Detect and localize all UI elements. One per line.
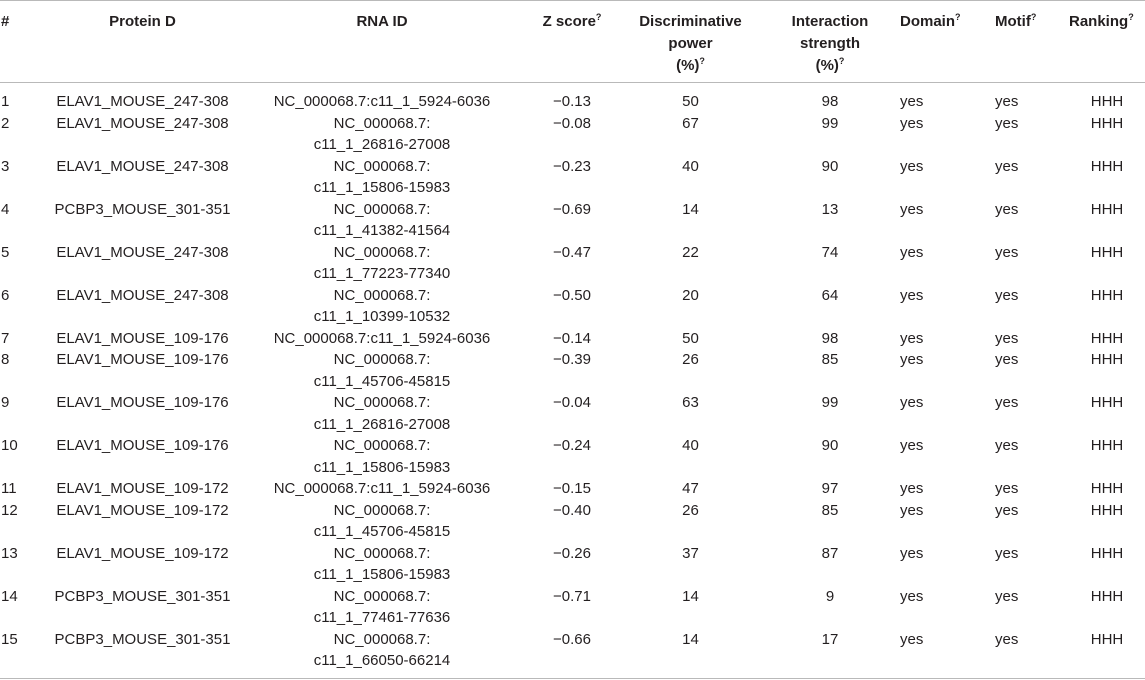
rna-id-line: c11_1_66050-66214 — [313, 652, 451, 669]
ranking-cell: HHH — [1090, 114, 1124, 132]
ranking-cell: HHH — [1090, 329, 1124, 347]
discriminative-power-cell: 67 — [682, 114, 699, 132]
ranking-cell: HHH — [1090, 480, 1124, 497]
ranking-cell: HHH — [1090, 286, 1124, 304]
table-row — [0, 435, 1145, 478]
motif-cell: yes — [995, 200, 1019, 218]
interaction-strength-cell: 99 — [821, 114, 839, 132]
rna-id-cell — [241, 478, 523, 500]
rna-id-line: NC_000068.7: — [333, 544, 431, 562]
interaction-strength-cell: 74 — [821, 243, 839, 261]
row-number-cell: 7 — [1, 329, 10, 347]
ranking-cell: HHH — [1090, 157, 1124, 175]
z-score-cell: −0.13 — [553, 93, 591, 110]
z-score-cell: −0.50 — [553, 286, 591, 304]
interaction-strength-cell: 13 — [821, 200, 839, 218]
z-score-cell: −0.26 — [553, 544, 591, 562]
protein-cell: ELAV1_MOUSE_109-172 — [56, 480, 229, 497]
header-rna-id: RNA ID — [356, 13, 408, 30]
z-score-cell: −0.14 — [553, 329, 591, 347]
z-score-cell: −0.71 — [553, 587, 591, 605]
z-score-cell: −0.40 — [553, 501, 591, 519]
domain-cell: yes — [900, 437, 924, 454]
row-number-cell: 13 — [1, 544, 18, 562]
rna-id-cell — [241, 328, 523, 350]
row-number-cell: 3 — [1, 157, 10, 175]
results-table — [0, 1, 1145, 672]
row-number-cell: 5 — [1, 243, 10, 261]
table-body — [0, 82, 1145, 672]
interaction-strength-cell: 98 — [821, 329, 839, 347]
z-score-cell: −0.47 — [553, 243, 591, 261]
header-ranking: Ranking? — [1069, 12, 1134, 30]
protein-cell: ELAV1_MOUSE_247-308 — [56, 286, 229, 304]
discriminative-power-cell: 22 — [682, 243, 699, 261]
motif-cell: yes — [995, 329, 1019, 347]
z-score-cell: −0.04 — [553, 394, 591, 411]
ranking-cell: HHH — [1090, 501, 1124, 519]
discriminative-power-cell: 47 — [682, 480, 699, 497]
interaction-strength-cell: 98 — [821, 93, 839, 110]
protein-cell: ELAV1_MOUSE_109-176 — [56, 329, 229, 347]
discriminative-power-cell: 14 — [682, 587, 699, 605]
protein-cell: ELAV1_MOUSE_109-176 — [56, 351, 229, 368]
rna-id-line: NC_000068.7: — [333, 200, 431, 218]
table-row — [0, 242, 1145, 285]
discriminative-power-cell: 20 — [682, 286, 699, 304]
rna-id-line: c11_1_15806-15983 — [313, 458, 451, 476]
ranking-cell: HHH — [1090, 437, 1124, 454]
domain-cell: yes — [900, 114, 924, 132]
rna-id-line: NC_000068.7: — [333, 286, 431, 304]
rna-id-cell — [241, 82, 523, 113]
domain-cell: yes — [900, 243, 924, 261]
rna-id-line: c11_1_45706-45815 — [313, 523, 451, 540]
rna-id-line: c11_1_41382-41564 — [313, 222, 451, 239]
domain-cell: yes — [900, 157, 924, 175]
rna-id-line: NC_000068.7:c11_1_5924-6036 — [273, 480, 491, 497]
row-number-cell: 14 — [1, 587, 18, 605]
ranking-cell: HHH — [1090, 351, 1124, 368]
discriminative-power-cell: 26 — [682, 351, 699, 368]
header-discriminative-power: Discriminative power (%)? — [639, 13, 742, 74]
rna-id-line: NC_000068.7: — [333, 437, 431, 454]
motif-cell: yes — [995, 157, 1019, 175]
row-number-cell: 1 — [1, 93, 10, 110]
z-score-cell: −0.15 — [553, 480, 591, 497]
rna-id-cell — [241, 500, 523, 543]
protein-cell: ELAV1_MOUSE_247-308 — [56, 243, 229, 261]
protein-cell: ELAV1_MOUSE_109-176 — [56, 394, 229, 411]
motif-cell: yes — [995, 437, 1019, 454]
ranking-cell: HHH — [1090, 394, 1124, 411]
rna-id-line: c11_1_15806-15983 — [313, 566, 451, 583]
header-row — [0, 1, 1145, 82]
rna-id-line: NC_000068.7:c11_1_5924-6036 — [273, 329, 491, 347]
motif-cell: yes — [995, 93, 1019, 110]
z-score-cell: −0.69 — [553, 200, 591, 218]
domain-cell: yes — [900, 630, 924, 648]
rna-id-line: c11_1_45706-45815 — [313, 372, 451, 390]
protein-cell: ELAV1_MOUSE_109-172 — [56, 544, 229, 562]
header-z-score: Z score? — [542, 12, 602, 30]
table-row — [0, 113, 1145, 156]
rna-id-cell — [241, 349, 523, 392]
header-protein: Protein D — [109, 13, 176, 30]
ranking-cell: HHH — [1090, 630, 1124, 648]
motif-cell: yes — [995, 243, 1019, 261]
motif-cell: yes — [995, 286, 1019, 304]
interaction-strength-cell: 90 — [821, 157, 839, 175]
footnote-mark: ? — [1030, 12, 1037, 22]
footnote-mark: ? — [595, 12, 602, 22]
table-row — [0, 349, 1145, 392]
row-number-cell: 11 — [1, 480, 17, 497]
motif-cell: yes — [995, 630, 1019, 648]
motif-cell: yes — [995, 394, 1019, 411]
rna-id-line: NC_000068.7: — [333, 587, 431, 605]
rna-id-line: NC_000068.7: — [333, 114, 431, 132]
protein-cell: ELAV1_MOUSE_247-308 — [56, 157, 229, 175]
domain-cell: yes — [900, 587, 924, 605]
discriminative-power-cell: 50 — [682, 93, 699, 110]
z-score-cell: −0.66 — [553, 630, 591, 648]
ranking-cell: HHH — [1090, 200, 1124, 218]
rna-id-cell — [241, 392, 523, 435]
ranking-cell: HHH — [1090, 544, 1124, 562]
rna-id-line: c11_1_26816-27008 — [313, 415, 451, 433]
table-row — [0, 392, 1145, 435]
domain-cell: yes — [900, 394, 924, 411]
rna-id-cell — [241, 242, 523, 285]
rna-id-line: c11_1_15806-15983 — [313, 179, 451, 196]
protein-cell: ELAV1_MOUSE_109-172 — [56, 501, 229, 519]
z-score-cell: −0.08 — [553, 114, 591, 132]
table-row — [0, 543, 1145, 586]
protein-cell: ELAV1_MOUSE_247-308 — [56, 114, 229, 132]
discriminative-power-cell: 40 — [682, 437, 699, 454]
footnote-mark: ? — [955, 12, 961, 22]
row-number-cell: 2 — [1, 114, 10, 132]
domain-cell: yes — [900, 93, 924, 110]
protein-cell: PCBP3_MOUSE_301-351 — [54, 630, 231, 648]
row-number-cell: 12 — [1, 501, 18, 519]
header-motif: Motif? — [995, 12, 1037, 30]
table-row — [0, 629, 1145, 672]
interaction-strength-cell: 99 — [821, 394, 839, 411]
rna-id-cell — [241, 435, 523, 478]
domain-cell: yes — [900, 544, 924, 562]
ranking-cell: HHH — [1090, 243, 1124, 261]
interaction-strength-cell: 85 — [821, 351, 839, 368]
rna-id-line: c11_1_26816-27008 — [313, 136, 451, 153]
motif-cell: yes — [995, 587, 1019, 605]
rna-id-line: c11_1_77461-77636 — [313, 609, 451, 626]
rna-id-cell — [241, 543, 523, 586]
discriminative-power-cell: 63 — [682, 394, 699, 411]
table-bottom-rule — [0, 678, 1145, 679]
discriminative-power-cell: 37 — [682, 544, 699, 562]
rna-id-cell — [241, 285, 523, 328]
ranking-cell: HHH — [1090, 93, 1124, 110]
rna-id-line: NC_000068.7: — [333, 394, 431, 411]
motif-cell: yes — [995, 351, 1019, 368]
table-row — [0, 328, 1145, 350]
discriminative-power-cell: 14 — [682, 630, 699, 648]
discriminative-power-cell: 50 — [682, 329, 699, 347]
discriminative-power-cell: 40 — [682, 157, 699, 175]
table-row — [0, 156, 1145, 199]
domain-cell: yes — [900, 329, 924, 347]
rna-id-line: NC_000068.7:c11_1_5924-6036 — [273, 93, 491, 110]
z-score-cell: −0.23 — [553, 157, 591, 175]
footnote-mark: ? — [1128, 12, 1134, 22]
discriminative-power-cell: 14 — [682, 200, 699, 218]
table-row — [0, 199, 1145, 242]
rna-id-line: c11_1_10399-10532 — [313, 308, 451, 325]
z-score-cell: −0.39 — [553, 351, 591, 368]
rna-id-line: NC_000068.7: — [333, 351, 431, 368]
rna-id-line: NC_000068.7: — [333, 501, 431, 519]
discriminative-power-cell: 26 — [682, 501, 699, 519]
interaction-strength-cell: 85 — [821, 501, 839, 519]
motif-cell: yes — [995, 114, 1019, 132]
table-row — [0, 586, 1145, 629]
header-num: # — [1, 13, 10, 30]
row-number-cell: 6 — [1, 286, 10, 304]
domain-cell: yes — [900, 286, 924, 304]
rna-id-cell — [241, 199, 523, 242]
protein-cell: ELAV1_MOUSE_109-176 — [56, 437, 229, 454]
motif-cell: yes — [995, 544, 1019, 562]
rna-id-cell — [241, 113, 523, 156]
rna-id-cell — [241, 629, 523, 672]
domain-cell: yes — [900, 501, 924, 519]
rna-id-cell — [241, 586, 523, 629]
interaction-strength-cell: 64 — [821, 286, 839, 304]
domain-cell: yes — [900, 200, 924, 218]
ranking-cell: HHH — [1090, 587, 1124, 605]
table-row — [0, 500, 1145, 543]
motif-cell: yes — [995, 480, 1019, 497]
table-row — [0, 82, 1145, 113]
interaction-strength-cell: 97 — [821, 480, 839, 497]
rna-id-line: NC_000068.7: — [333, 630, 431, 648]
table-row — [0, 285, 1145, 328]
protein-cell: ELAV1_MOUSE_247-308 — [56, 93, 229, 110]
footnote-mark: ? — [838, 56, 845, 66]
footnote-mark: ? — [699, 56, 705, 66]
header-domain: Domain? — [900, 12, 961, 30]
rna-id-line: NC_000068.7: — [333, 243, 431, 261]
domain-cell: yes — [900, 480, 924, 497]
rna-id-cell — [241, 156, 523, 199]
row-number-cell: 9 — [1, 394, 10, 411]
interaction-strength-cell: 17 — [821, 630, 839, 648]
protein-cell: PCBP3_MOUSE_301-351 — [54, 587, 231, 605]
rna-id-line: c11_1_77223-77340 — [313, 265, 451, 282]
protein-cell: PCBP3_MOUSE_301-351 — [54, 200, 231, 218]
header-interaction-strength: Interaction strength (%)? — [791, 13, 869, 74]
interaction-strength-cell: 9 — [825, 587, 835, 605]
motif-cell: yes — [995, 501, 1019, 519]
table-row — [0, 478, 1145, 500]
row-number-cell: 15 — [1, 630, 18, 648]
domain-cell: yes — [900, 351, 924, 368]
row-number-cell: 4 — [1, 200, 10, 218]
z-score-cell: −0.24 — [553, 437, 591, 454]
row-number-cell: 8 — [1, 351, 10, 368]
interaction-strength-cell: 87 — [821, 544, 839, 562]
row-number-cell: 10 — [1, 437, 18, 454]
rna-id-line: NC_000068.7: — [333, 157, 431, 175]
interaction-strength-cell: 90 — [821, 437, 839, 454]
